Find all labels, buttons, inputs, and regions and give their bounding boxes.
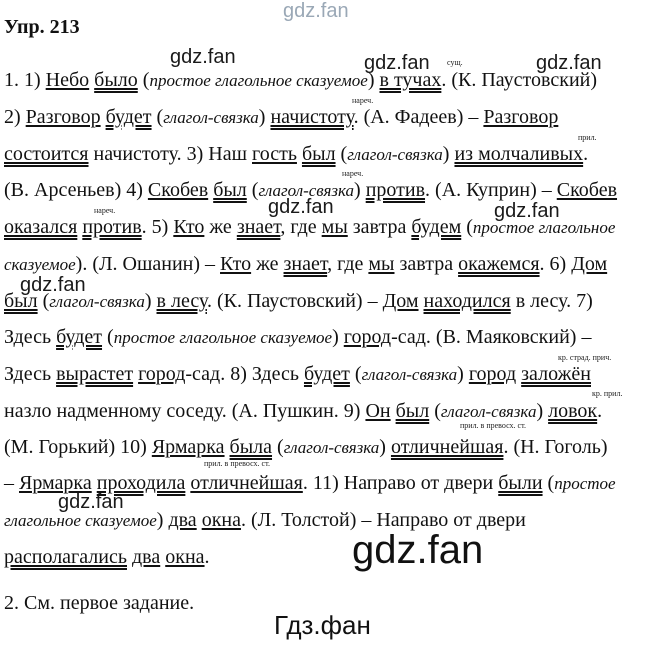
watermark-bottom: Гдз.фан (274, 610, 371, 640)
text-line-5: оказался против. 5) Кто же знает, где мы завтра будем (простое глагольное (4, 216, 616, 238)
text-line-14: располагались два окна. (4, 546, 210, 568)
text-line-8: Здесь будет (простое глагольное сказуемое) город-сад. (В. Маяковский) – (4, 326, 592, 348)
watermark: gdz.fan (20, 274, 86, 296)
text-line-11: (М. Горький) 10) Ярмарка была (глагол-связка) отличнейшая. (Н. Гоголь) (4, 436, 608, 458)
annotation: нареч. (94, 206, 116, 215)
watermark: gdz.fan (268, 196, 334, 218)
text-line-13: глагольное сказуемое) два окна. (Л. Толстой) – Направо от двери (4, 509, 526, 531)
annotation: прил. в превосх. ст. (204, 459, 270, 468)
footer-note: 2. См. первое задание. (4, 592, 195, 614)
text-line-6: сказуемое). (Л. Ошанин) – Кто же знает, где мы завтра окажемся. 6) Дом (4, 253, 608, 275)
watermark: gdz.fan (494, 200, 560, 222)
annotation: нареч. (352, 96, 374, 105)
text-line-2: 2) Разговор будет (глагол-связка) начистоту. (А. Фадеев) – Разговор (4, 106, 559, 128)
watermark: gdz.fan (58, 491, 124, 513)
text-line-12: – Ярмарка проходила отличнейшая. 11) Направо от двери были (простое (4, 472, 616, 494)
watermark-top: gdz.fan (283, 0, 349, 22)
annotation: нареч. (342, 169, 364, 178)
watermark: gdz.fan (170, 46, 236, 68)
watermark: gdz.fan (536, 52, 602, 74)
watermark: gdz.fan (364, 52, 430, 74)
annotation: сущ. (447, 58, 463, 67)
text-line-7: был (глагол-связка) в лесу. (К. Паустовский) – Дом находился в лесу. 7) (4, 290, 593, 312)
watermark-large: gdz.fan (352, 528, 484, 572)
exercise-title: Упр. 213 (4, 16, 80, 38)
text-line-9: Здесь вырастет город-сад. 8) Здесь будет (глагол-связка) город заложён (4, 363, 591, 385)
text-line-4: (В. Арсеньев) 4) Скобев был (глагол-связка) против. (А. Куприн) – Скобев (4, 179, 618, 201)
annotation: прил. в превосх. ст. (460, 421, 526, 430)
text-line-3: состоится начистоту. 3) Наш гость был (глагол-связка) из молчаливых. (4, 143, 589, 165)
annotation: прил. (578, 133, 597, 142)
annotation: кр. страд. прич. (558, 353, 612, 362)
annotation: кр. прил. (592, 389, 623, 398)
text-line-10: назло надменному соседу. (А. Пушкин. 9) Он был (глагол-связка) ловок. (4, 400, 603, 422)
text-line-1: 1. 1) Небо было (простое глагольное сказуемое) в тучах. (К. Паустовский) (4, 69, 598, 91)
